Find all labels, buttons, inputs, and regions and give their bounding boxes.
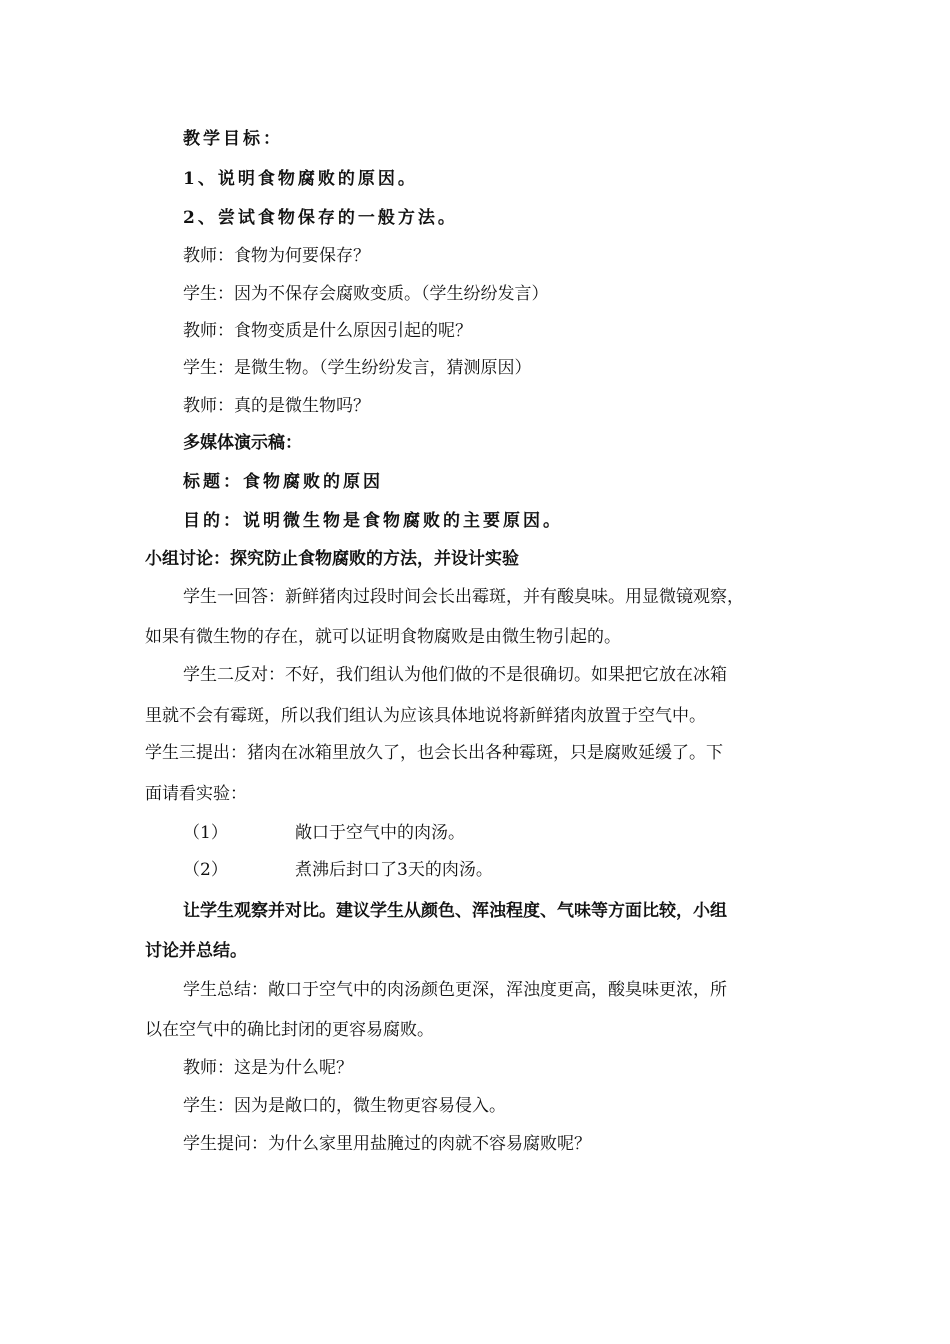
summary-line: 学生总结：敞口于空气中的肉汤颜色更深，浑浊度更高，酸臭味更浓，所 xyxy=(183,980,727,1000)
paragraph-line: 学生三提出：猪肉在冰箱里放久了，也会长出各种霉斑，只是腐败延缓了。下 xyxy=(145,743,723,763)
dialogue-line: 学生：因为是敞口的，微生物更容易侵入。 xyxy=(183,1096,506,1116)
objectives-heading: 教学目标： xyxy=(183,129,283,149)
multimedia-heading: 多媒体演示稿： xyxy=(183,433,302,453)
dialogue-line: 学生：因为不保存会腐败变质。（学生纷纷发言） xyxy=(183,284,549,304)
slide-purpose: 目的：说明微生物是食物腐败的主要原因。 xyxy=(183,511,563,531)
group-discussion-heading: 小组讨论：探究防止食物腐败的方法，并设计实验 xyxy=(145,549,519,569)
slide-title: 标题：食物腐败的原因 xyxy=(183,472,383,492)
dialogue-line: 教师：真的是微生物吗？ xyxy=(183,396,370,416)
experiment-item xyxy=(183,822,465,844)
paragraph-line: 面请看实验： xyxy=(145,784,247,804)
paragraph-line: 学生二反对：不好，我们组认为他们做的不是很确切。如果把它放在冰箱 xyxy=(183,665,727,685)
dialogue-line: 教师：食物为何要保存？ xyxy=(183,246,370,266)
dialogue-line: 学生提问：为什么家里用盐腌过的肉就不容易腐败呢？ xyxy=(183,1134,591,1154)
experiment-text: 敞口于空气中的肉汤。 xyxy=(295,823,465,843)
paragraph-line: 里就不会有霉斑，所以我们组认为应该具体地说将新鲜猪肉放置于空气中。 xyxy=(145,706,706,726)
experiment-text: 煮沸后封口了3天的肉汤。 xyxy=(295,860,493,880)
experiment-item xyxy=(183,859,493,881)
objective-1: 1、说明食物腐败的原因。 xyxy=(183,169,418,189)
paragraph-line: 如果有微生物的存在，就可以证明食物腐败是由微生物引起的。 xyxy=(145,627,621,647)
dialogue-line: 教师：食物变质是什么原因引起的呢？ xyxy=(183,321,472,341)
paragraph-line: 学生一回答：新鲜猪肉过段时间会长出霉斑，并有酸臭味。用显微镜观察， xyxy=(183,587,744,607)
dialogue-line: 学生：是微生物。（学生纷纷发言，猜测原因） xyxy=(183,358,532,378)
summary-line: 以在空气中的确比封闭的更容易腐败。 xyxy=(145,1020,434,1040)
objective-2: 2、尝试食物保存的一般方法。 xyxy=(183,208,458,228)
instruction-line: 让学生观察并对比。建议学生从颜色、浑浊程度、气味等方面比较，小组 xyxy=(183,901,727,921)
dialogue-line: 教师：这是为什么呢？ xyxy=(183,1058,353,1078)
experiment-number: （2） xyxy=(183,860,228,880)
instruction-line: 讨论并总结。 xyxy=(145,941,247,961)
experiment-number: （1） xyxy=(183,823,228,843)
